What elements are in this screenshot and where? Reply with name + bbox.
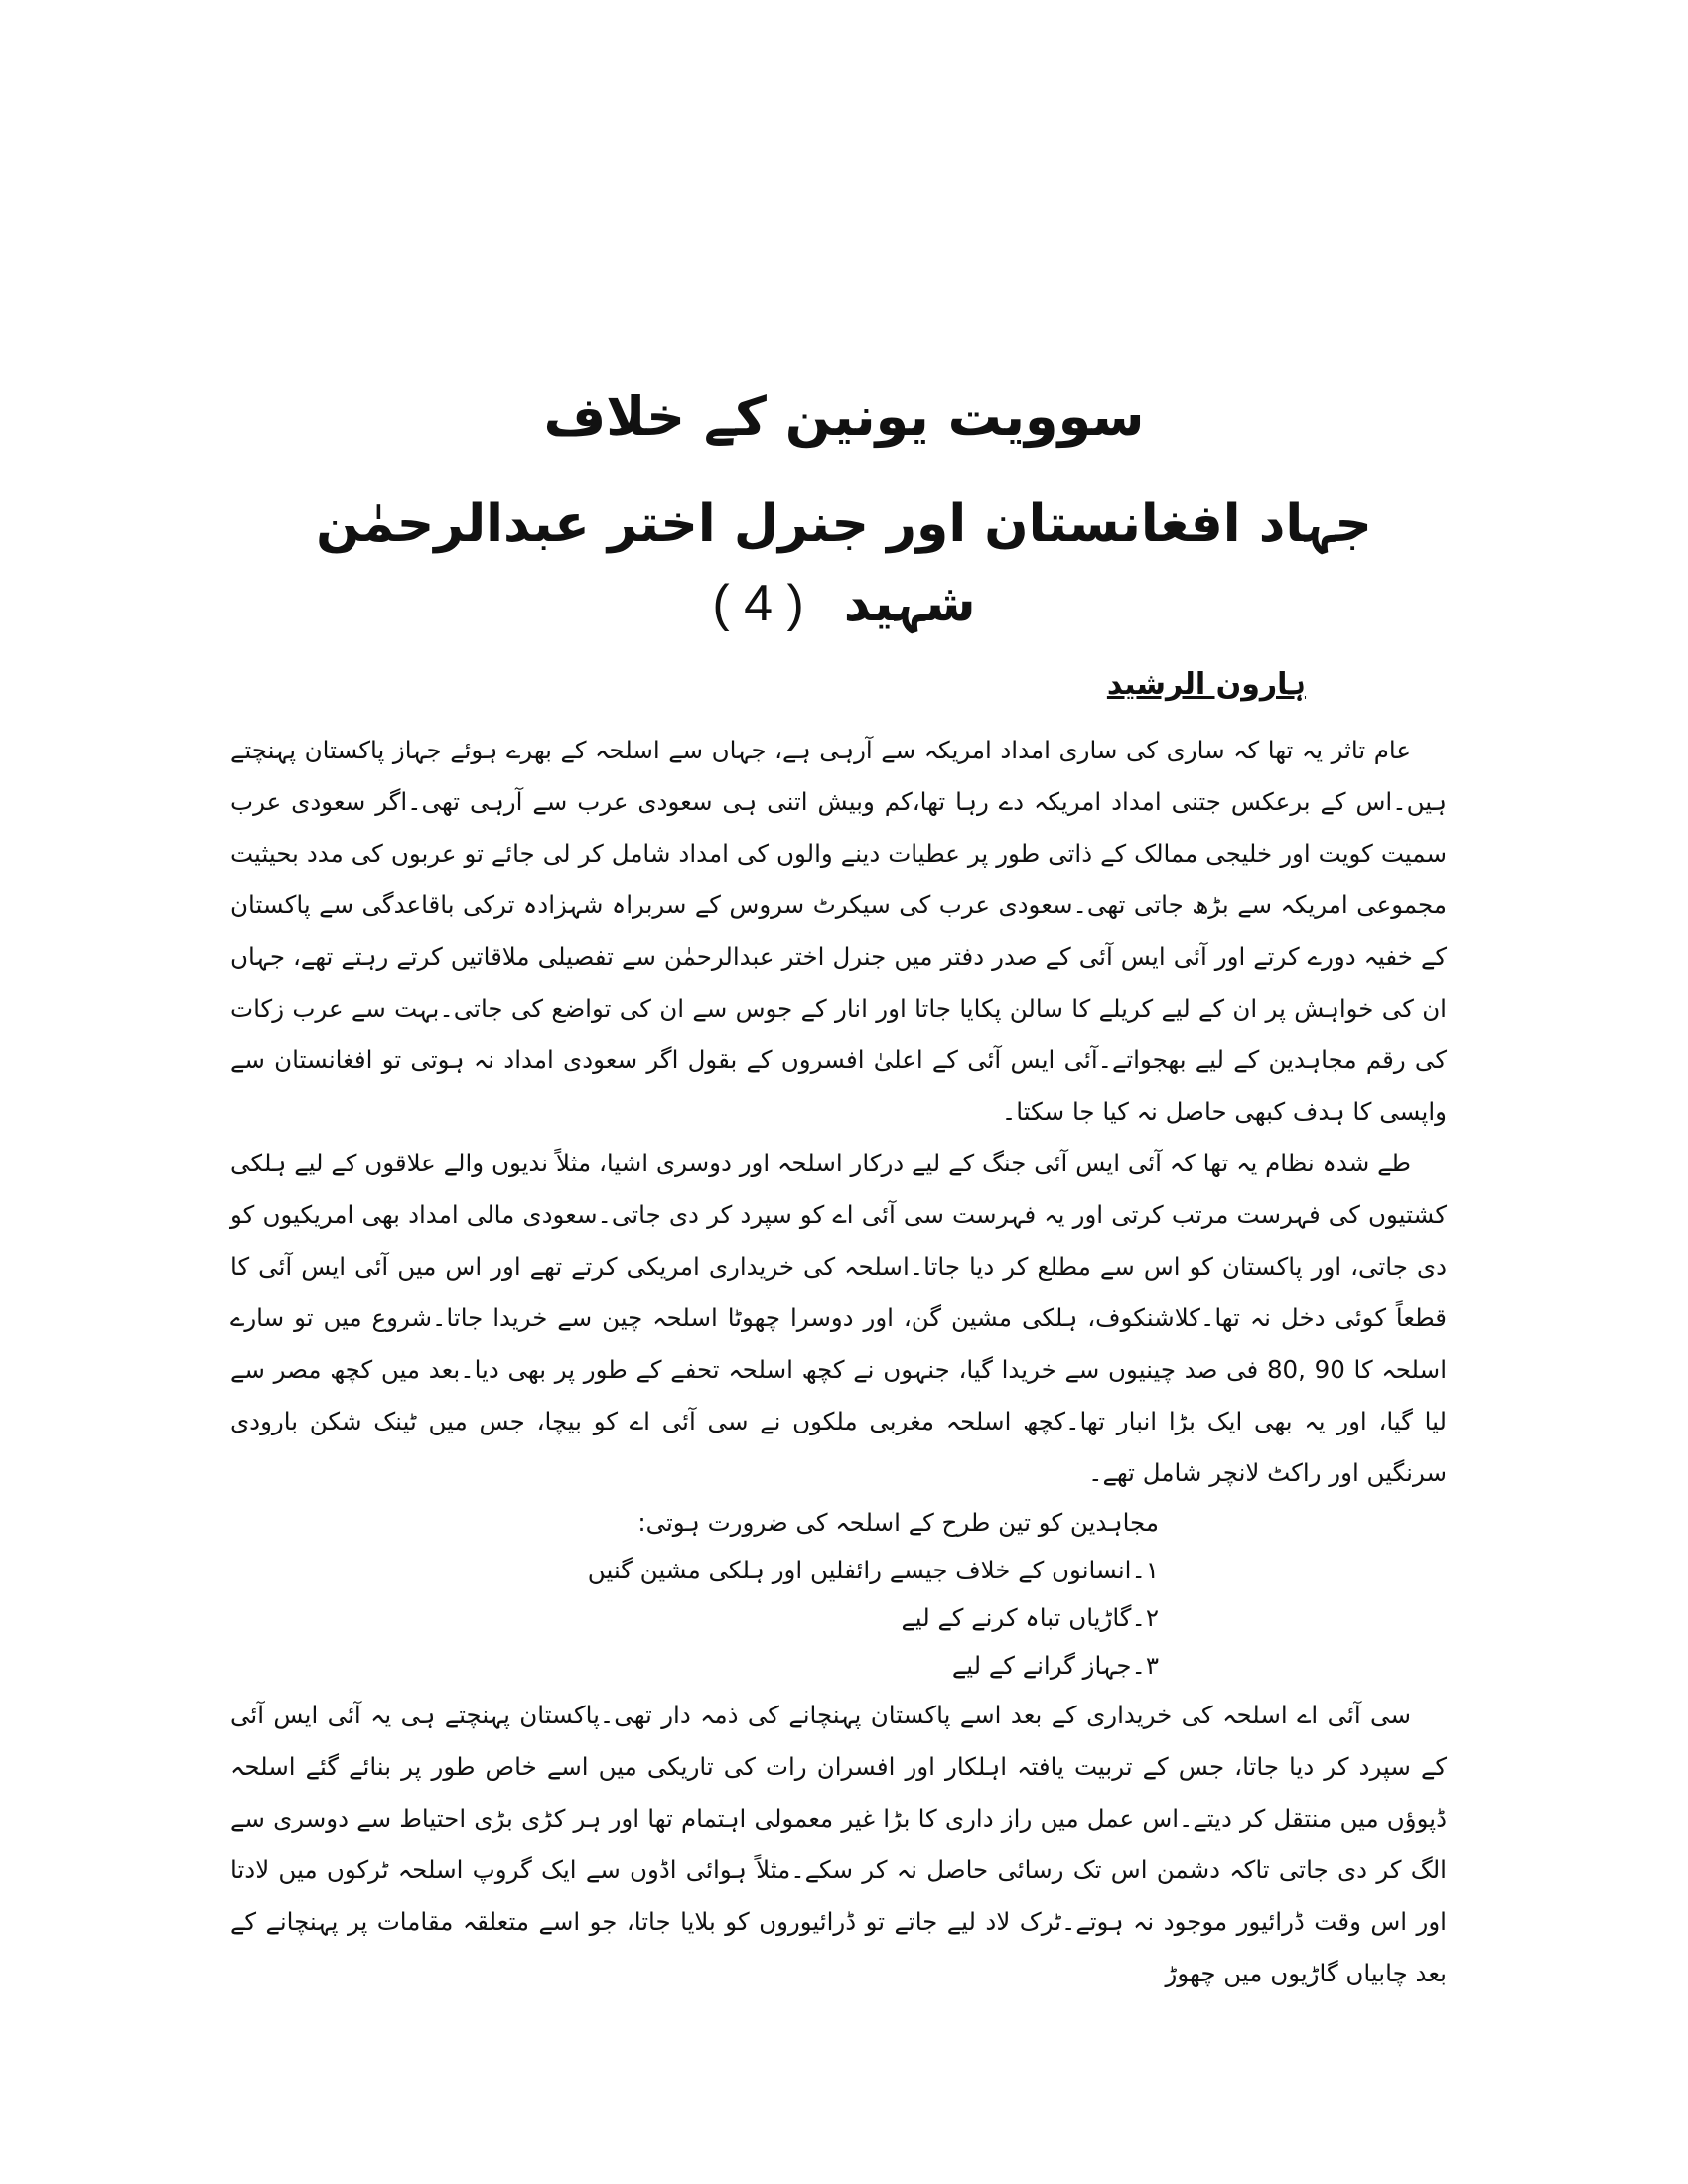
paragraph: سی آئی اے اسلحہ کی خریداری کے بعد اسے پاکستان پہنچانے کی ذمہ دار تھی۔پاکستان پہنچتے ہی یہ آئی ایس آئی کے سپرد کر دیا جاتا، جس کے تربیت یافتہ اہلکار اور افسران رات کی تاریکی میں اسے خاص طور پر بنائے گئے اسلحہ ڈپوؤں میں منتقل کر دیتے۔اس عمل میں راز داری کا بڑا غیر معمولی اہتمام تھا اور ہر کڑی بڑی احتیاط سے دوسری سے الگ کر دی جاتی تاکہ دشمن اس تک رسائی حاصل نہ کر سکے۔مثلاً ہوائی اڈوں سے ایک گروپ اسلحہ ٹرکوں میں لادتا اور اس وقت ڈرائیور موجود نہ ہوتے۔ٹرک لاد لیے جاتے تو ڈرائیوروں کو بلایا جاتا، جو اسے متعلقہ مقامات پر پہنچانے کے بعد چابیاں گاڑیوں میں چھوڑ <box>230 1701 1447 1987</box>
document-subtitle <box>298 484 1390 643</box>
list-intro: مجاہدین کو تین طرح کے اسلحہ کی ضرورت ہوتی: <box>637 1508 1159 1537</box>
document-title: سوویت یونین کے خلاف <box>543 385 1145 448</box>
list-item: ۱۔انسانوں کے خلاف جیسے رائفلیں اور ہلکی مشین گنیں <box>587 1556 1159 1584</box>
weapons-list <box>230 1499 1447 1690</box>
subtitle-text: جہاد افغانستان اور جنرل اختر عبدالرحمٰن شہید <box>316 494 1372 633</box>
list-item: ۲۔گاڑیاں تباہ کرنے کے لیے <box>901 1603 1159 1632</box>
paragraph: طے شدہ نظام یہ تھا کہ آئی ایس آئی جنگ کے لیے درکار اسلحہ اور دوسری اشیا، مثلاً ندیوں والے علاقوں کے لیے ہلکی کشتیوں کی فہرست مرتب کرتی اور یہ فہرست سی آئی اے کو سپرد کر دی جاتی۔سعودی مالی امداد بھی امریکیوں کو دی جاتی، اور پاکستان کو اس سے مطلع کر دیا جاتا۔اسلحہ کی خریداری امریکی کرتے تھے اور اس میں آئی ایس آئی کا قطعاً کوئی دخل نہ تھا۔کلاشنکوف، ہلکی مشین گن، اور دوسرا چھوٹا اسلحہ چین سے خریدا جاتا۔شروع میں تو سارے اسلحہ کا 90 ,80 فی صد چینیوں سے خریدا گیا، جنہوں نے کچھ اسلحہ تحفے کے طور پر بھی دیا۔بعد میں کچھ مصر سے لیا گیا، اور یہ بھی ایک بڑا انبار تھا۔کچھ اسلحہ مغربی ملکوں نے سی آئی اے کو بیچا، جس میں ٹینک شکن بارودی سرنگیں اور راکٹ لانچر شامل تھے۔ <box>230 1149 1447 1487</box>
list-item: ۳۔جہاز گرانے کے لیے <box>951 1651 1159 1680</box>
paragraph: عام تاثر یہ تھا کہ ساری کی ساری امداد امریکہ سے آرہی ہے، جہاں سے اسلحہ کے بھرے ہوئے جہاز پاکستان پہنچتے ہیں۔اس کے برعکس جتنی امداد امریکہ دے رہا تھا،کم وبیش اتنی ہی سعودی عرب سے آرہی تھی۔اگر سعودی عرب سمیت کویت اور خلیجی ممالک کے ذاتی طور پر عطیات دینے والوں کی امداد شامل کر لی جائے تو عربوں کی مدد بحیثیت مجموعی امریکہ سے بڑھ جاتی تھی۔سعودی عرب کی سیکرٹ سروس کے سربراہ شہزادہ ترکی باقاعدگی سے پاکستان کے خفیہ دورے کرتے اور آئی ایس آئی کے صدر دفتر میں جنرل اختر عبدالرحمٰن سے تفصیلی ملاقاتیں کرتے رہتے تھے، جہاں ان کی خواہش پر ان کے لیے کریلے کا سالن پکایا جاتا اور انار کے جوس سے ان کی تواضع کی جاتی۔بہت سے عرب زکات کی رقم مجاہدین کے لیے بھجواتے۔آئی ایس آئی کے اعلیٰ افسروں کے بقول اگر سعودی امداد نہ ہوتی تو افغانستان سے واپسی کا ہدف کبھی حاصل نہ کیا جا سکتا۔ <box>230 736 1447 1126</box>
author-name: ہارون الرشید <box>1106 667 1306 702</box>
part-number: ( 4 ) <box>712 575 804 632</box>
article-body <box>230 725 1447 1999</box>
